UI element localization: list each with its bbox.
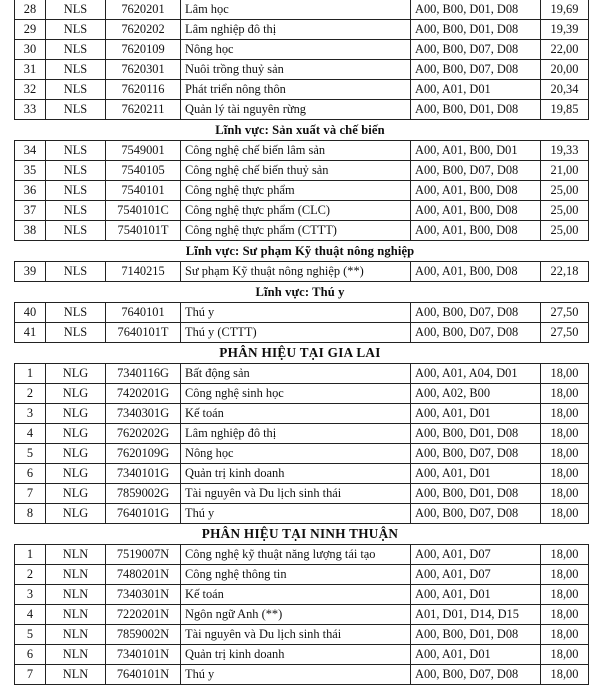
cell-stt: 29 xyxy=(15,20,46,40)
cell-unit: NLG xyxy=(46,364,106,384)
cell-unit: NLS xyxy=(46,262,106,282)
cell-major-code: 7140215 xyxy=(106,262,181,282)
section-heading: Lĩnh vực: Sư phạm Kỹ thuật nông nghiệp xyxy=(185,244,415,258)
cell-major-name: Công nghệ kỹ thuật năng lượng tái tạo xyxy=(181,545,411,565)
cell-stt: 2 xyxy=(15,565,46,585)
table-row xyxy=(15,545,589,565)
cell-unit: NLS xyxy=(46,100,106,120)
cell-major-name: Công nghệ thực phẩm (CLC) xyxy=(181,201,411,221)
table-row xyxy=(15,645,589,665)
cell-major-code: 7340101G xyxy=(106,464,181,484)
cell-unit: NLG xyxy=(46,404,106,424)
cell-benchmark-score: 18,00 xyxy=(541,565,589,585)
cell-subject-blocks: A00, B00, D01, D08 xyxy=(411,20,541,40)
cell-subject-blocks: A01, D01, D14, D15 xyxy=(411,605,541,625)
cell-subject-blocks: A00, B00, D07, D08 xyxy=(411,303,541,323)
cell-stt: 39 xyxy=(15,262,46,282)
cell-benchmark-score: 18,00 xyxy=(541,504,589,524)
cell-subject-blocks: A00, A02, B00 xyxy=(411,384,541,404)
cell-benchmark-score: 18,00 xyxy=(541,464,589,484)
cell-subject-blocks: A00, B00, D07, D08 xyxy=(411,504,541,524)
cell-unit: NLS xyxy=(46,181,106,201)
cell-major-code: 7620211 xyxy=(106,100,181,120)
table-row xyxy=(15,161,589,181)
cell-unit: NLS xyxy=(46,221,106,241)
cell-benchmark-score: 19,85 xyxy=(541,100,589,120)
cell-benchmark-score: 22,00 xyxy=(541,40,589,60)
cell-stt: 32 xyxy=(15,80,46,100)
table-row xyxy=(15,221,589,241)
cell-unit: NLS xyxy=(46,141,106,161)
cell-major-name: Lâm nghiệp đô thị xyxy=(181,424,411,444)
cell-major-code: 7620109 xyxy=(106,40,181,60)
cell-major-code: 7420201G xyxy=(106,384,181,404)
table-row xyxy=(15,444,589,464)
cell-unit: NLS xyxy=(46,201,106,221)
cell-major-code: 7620202G xyxy=(106,424,181,444)
cell-benchmark-score: 18,00 xyxy=(541,424,589,444)
cell-major-code: 7620116 xyxy=(106,80,181,100)
cell-benchmark-score: 21,00 xyxy=(541,161,589,181)
cell-unit: NLN xyxy=(46,565,106,585)
cell-major-code: 7220201N xyxy=(106,605,181,625)
cell-major-name: Thú y (CTTT) xyxy=(181,323,411,343)
cell-benchmark-score: 22,18 xyxy=(541,262,589,282)
cell-stt: 33 xyxy=(15,100,46,120)
table-row xyxy=(15,141,589,161)
table-row xyxy=(15,323,589,343)
cell-subject-blocks: A00, A01, D01 xyxy=(411,645,541,665)
cell-stt: 35 xyxy=(15,161,46,181)
cell-benchmark-score: 18,00 xyxy=(541,625,589,645)
cell-benchmark-score: 18,00 xyxy=(541,404,589,424)
admission-table xyxy=(14,140,589,241)
cell-major-name: Quản trị kinh doanh xyxy=(181,645,411,665)
cell-stt: 31 xyxy=(15,60,46,80)
admission-table xyxy=(14,261,589,282)
cell-major-name: Thú y xyxy=(181,303,411,323)
cell-stt: 4 xyxy=(15,605,46,625)
cell-benchmark-score: 25,00 xyxy=(541,201,589,221)
cell-major-code: 7640101G xyxy=(106,504,181,524)
table-row xyxy=(15,201,589,221)
cell-unit: NLG xyxy=(46,444,106,464)
cell-unit: NLG xyxy=(46,484,106,504)
cell-subject-blocks: A00, A01, B00, D08 xyxy=(411,181,541,201)
cell-unit: NLN xyxy=(46,585,106,605)
cell-unit: NLN xyxy=(46,625,106,645)
cell-benchmark-score: 18,00 xyxy=(541,484,589,504)
cell-major-code: 7540101T xyxy=(106,221,181,241)
table-row xyxy=(15,424,589,444)
cell-benchmark-score: 18,00 xyxy=(541,645,589,665)
cell-stt: 36 xyxy=(15,181,46,201)
cell-major-name: Nông học xyxy=(181,444,411,464)
cell-major-name: Kế toán xyxy=(181,404,411,424)
cell-unit: NLN xyxy=(46,645,106,665)
cell-stt: 3 xyxy=(15,404,46,424)
cell-unit: NLG xyxy=(46,424,106,444)
cell-major-name: Phát triển nông thôn xyxy=(181,80,411,100)
cell-benchmark-score: 20,34 xyxy=(541,80,589,100)
cell-major-name: Công nghệ thực phẩm (CTTT) xyxy=(181,221,411,241)
cell-major-code: 7340101N xyxy=(106,645,181,665)
cell-stt: 41 xyxy=(15,323,46,343)
cell-major-name: Ngôn ngữ Anh (**) xyxy=(181,605,411,625)
cell-major-name: Công nghệ thông tin xyxy=(181,565,411,585)
cell-subject-blocks: A00, A01, A04, D01 xyxy=(411,364,541,384)
table-row xyxy=(15,665,589,685)
cell-benchmark-score: 18,00 xyxy=(541,384,589,404)
cell-benchmark-score: 18,00 xyxy=(541,605,589,625)
cell-major-code: 7549001 xyxy=(106,141,181,161)
cell-benchmark-score: 20,00 xyxy=(541,60,589,80)
admission-table xyxy=(14,0,589,120)
table-row xyxy=(15,605,589,625)
cell-subject-blocks: A00, A01, B00, D08 xyxy=(411,201,541,221)
cell-major-code: 7540101 xyxy=(106,181,181,201)
cell-subject-blocks: A00, A01, D01 xyxy=(411,80,541,100)
table-block xyxy=(0,140,600,241)
table-block xyxy=(0,261,600,282)
table-row xyxy=(15,464,589,484)
cell-stt: 3 xyxy=(15,585,46,605)
cell-major-code: 7340301G xyxy=(106,404,181,424)
cell-stt: 7 xyxy=(15,484,46,504)
cell-stt: 1 xyxy=(15,364,46,384)
cell-benchmark-score: 19,39 xyxy=(541,20,589,40)
cell-stt: 6 xyxy=(15,464,46,484)
admission-table xyxy=(14,544,589,685)
cell-benchmark-score: 27,50 xyxy=(541,303,589,323)
table-block xyxy=(0,363,600,524)
cell-stt: 38 xyxy=(15,221,46,241)
section-heading: Lĩnh vực: Sản xuất và chế biến xyxy=(215,123,385,137)
cell-subject-blocks: A00, B00, D07, D08 xyxy=(411,161,541,181)
cell-major-code: 7859002N xyxy=(106,625,181,645)
section-heading: PHÂN HIỆU TẠI GIA LAI xyxy=(219,345,381,360)
cell-major-code: 7480201N xyxy=(106,565,181,585)
table-row xyxy=(15,364,589,384)
table-row xyxy=(15,384,589,404)
cell-major-code: 7620301 xyxy=(106,60,181,80)
table-row xyxy=(15,565,589,585)
cell-stt: 30 xyxy=(15,40,46,60)
cell-subject-blocks: A00, B00, D07, D08 xyxy=(411,323,541,343)
cell-major-name: Lâm học xyxy=(181,0,411,20)
cell-stt: 34 xyxy=(15,141,46,161)
cell-benchmark-score: 25,00 xyxy=(541,181,589,201)
table-row xyxy=(15,40,589,60)
cell-subject-blocks: A00, A01, D01 xyxy=(411,464,541,484)
cell-major-name: Bất động sản xyxy=(181,364,411,384)
cell-stt: 1 xyxy=(15,545,46,565)
cell-major-name: Công nghệ thực phẩm xyxy=(181,181,411,201)
table-row xyxy=(15,484,589,504)
cell-major-code: 7620202 xyxy=(106,20,181,40)
cell-benchmark-score: 18,00 xyxy=(541,585,589,605)
cell-major-code: 7340116G xyxy=(106,364,181,384)
cell-major-name: Thú y xyxy=(181,504,411,524)
table-row xyxy=(15,504,589,524)
cell-unit: NLN xyxy=(46,605,106,625)
cell-benchmark-score: 18,00 xyxy=(541,444,589,464)
cell-stt: 5 xyxy=(15,625,46,645)
cell-subject-blocks: A00, A01, D07 xyxy=(411,545,541,565)
cell-major-code: 7620109G xyxy=(106,444,181,464)
cell-major-name: Sư phạm Kỹ thuật nông nghiệp (**) xyxy=(181,262,411,282)
cell-benchmark-score: 18,00 xyxy=(541,665,589,685)
table-row xyxy=(15,404,589,424)
cell-major-name: Nông học xyxy=(181,40,411,60)
section-heading: PHÂN HIỆU TẠI NINH THUẬN xyxy=(201,526,399,541)
table-row xyxy=(15,585,589,605)
table-block xyxy=(0,0,600,120)
cell-major-name: Công nghệ chế biến thuỷ sản xyxy=(181,161,411,181)
table-row xyxy=(15,181,589,201)
cell-unit: NLS xyxy=(46,40,106,60)
cell-stt: 40 xyxy=(15,303,46,323)
cell-stt: 7 xyxy=(15,665,46,685)
cell-unit: NLS xyxy=(46,60,106,80)
section-heading: Lĩnh vực: Thú y xyxy=(255,285,345,299)
cell-major-name: Lâm nghiệp đô thị xyxy=(181,20,411,40)
cell-major-name: Thú y xyxy=(181,665,411,685)
cell-stt: 4 xyxy=(15,424,46,444)
cell-major-code: 7620201 xyxy=(106,0,181,20)
cell-benchmark-score: 19,33 xyxy=(541,141,589,161)
cell-unit: NLG xyxy=(46,504,106,524)
cell-stt: 2 xyxy=(15,384,46,404)
cell-major-name: Công nghệ sinh học xyxy=(181,384,411,404)
cell-major-name: Công nghệ chế biến lâm sản xyxy=(181,141,411,161)
cell-major-code: 7640101 xyxy=(106,303,181,323)
cell-benchmark-score: 25,00 xyxy=(541,221,589,241)
cell-subject-blocks: A00, A01, B00, D08 xyxy=(411,221,541,241)
cell-major-name: Nuôi trồng thuỷ sản xyxy=(181,60,411,80)
cell-unit: NLS xyxy=(46,20,106,40)
cell-subject-blocks: A00, A01, D01 xyxy=(411,585,541,605)
cell-major-code: 7519007N xyxy=(106,545,181,565)
admission-table xyxy=(14,363,589,524)
cell-benchmark-score: 18,00 xyxy=(541,364,589,384)
cell-unit: NLS xyxy=(46,80,106,100)
table-block xyxy=(0,302,600,343)
cell-subject-blocks: A00, B00, D01, D08 xyxy=(411,484,541,504)
cell-subject-blocks: A00, A01, D07 xyxy=(411,565,541,585)
cell-subject-blocks: A00, B00, D07, D08 xyxy=(411,60,541,80)
cell-stt: 37 xyxy=(15,201,46,221)
cell-stt: 6 xyxy=(15,645,46,665)
table-row xyxy=(15,303,589,323)
cell-subject-blocks: A00, A01, D01 xyxy=(411,404,541,424)
cell-major-code: 7859002G xyxy=(106,484,181,504)
cell-major-name: Quản lý tài nguyên rừng xyxy=(181,100,411,120)
cell-stt: 28 xyxy=(15,0,46,20)
cell-subject-blocks: A00, B00, D07, D08 xyxy=(411,665,541,685)
cell-subject-blocks: A00, B00, D07, D08 xyxy=(411,444,541,464)
cell-stt: 8 xyxy=(15,504,46,524)
cell-benchmark-score: 19,69 xyxy=(541,0,589,20)
cell-unit: NLS xyxy=(46,0,106,20)
cell-major-name: Tài nguyên và Du lịch sinh thái xyxy=(181,484,411,504)
cell-unit: NLN xyxy=(46,665,106,685)
cell-subject-blocks: A00, B00, D01, D08 xyxy=(411,0,541,20)
table-row xyxy=(15,100,589,120)
cell-subject-blocks: A00, B00, D01, D08 xyxy=(411,625,541,645)
cell-subject-blocks: A00, B00, D01, D08 xyxy=(411,100,541,120)
table-row xyxy=(15,262,589,282)
cell-unit: NLS xyxy=(46,323,106,343)
cell-major-name: Quản trị kinh doanh xyxy=(181,464,411,484)
cell-benchmark-score: 18,00 xyxy=(541,545,589,565)
cell-subject-blocks: A00, B00, D01, D08 xyxy=(411,424,541,444)
cell-benchmark-score: 27,50 xyxy=(541,323,589,343)
cell-major-code: 7640101T xyxy=(106,323,181,343)
cell-subject-blocks: A00, A01, B00, D01 xyxy=(411,141,541,161)
cell-major-name: Tài nguyên và Du lịch sinh thái xyxy=(181,625,411,645)
table-row xyxy=(15,625,589,645)
cell-major-code: 7540101C xyxy=(106,201,181,221)
cell-unit: NLS xyxy=(46,161,106,181)
table-block xyxy=(0,544,600,685)
cell-major-name: Kế toán xyxy=(181,585,411,605)
cell-stt: 5 xyxy=(15,444,46,464)
table-row xyxy=(15,0,589,20)
cell-major-code: 7640101N xyxy=(106,665,181,685)
admission-table xyxy=(14,302,589,343)
cell-unit: NLG xyxy=(46,384,106,404)
table-row xyxy=(15,80,589,100)
cell-subject-blocks: A00, B00, D07, D08 xyxy=(411,40,541,60)
cell-major-code: 7340301N xyxy=(106,585,181,605)
table-row xyxy=(15,60,589,80)
table-row xyxy=(15,20,589,40)
cell-unit: NLG xyxy=(46,464,106,484)
cell-unit: NLN xyxy=(46,545,106,565)
cell-unit: NLS xyxy=(46,303,106,323)
cell-subject-blocks: A00, A01, B00, D08 xyxy=(411,262,541,282)
cell-major-code: 7540105 xyxy=(106,161,181,181)
